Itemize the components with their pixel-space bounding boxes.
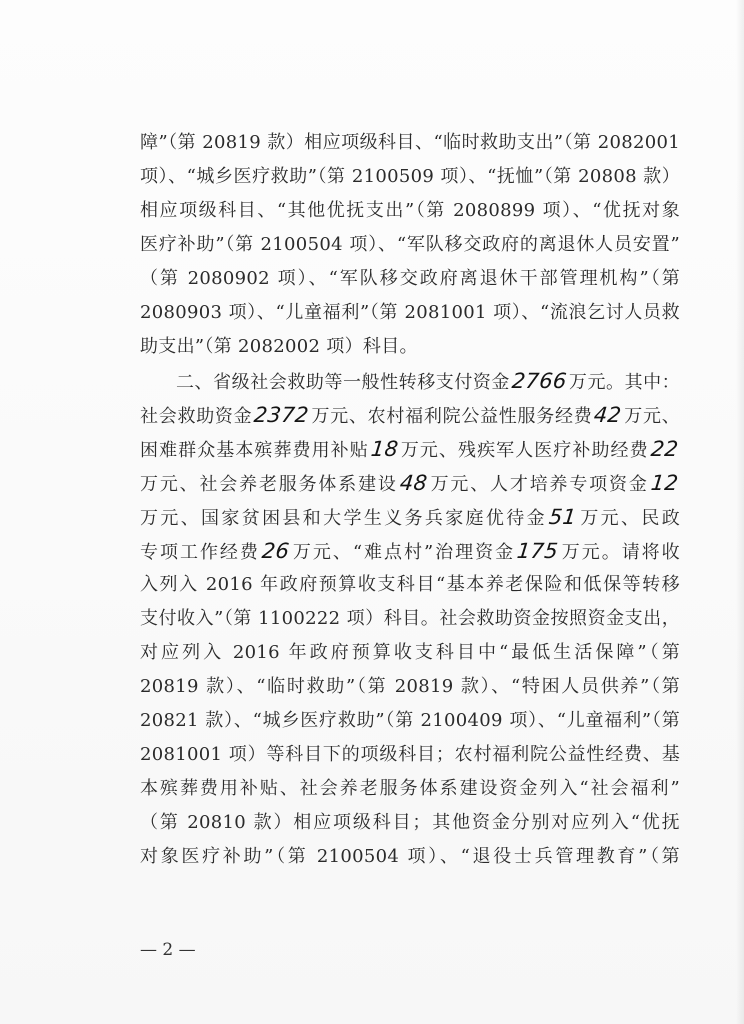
text-line: 入列入 2016 年政府预算收支科目“基本养老保险和低保等转移	[140, 574, 680, 595]
text-line: 支付收入”（第 1100222 项）科目。社会救助资金按照资金支出，	[140, 608, 680, 629]
text-line: 2080903 项）、“儿童福利”（第 2081001 项）、“流浪乞讨人员救	[140, 302, 680, 323]
text-line: 20821 款）、“城乡医疗救助”（第 2100409 项）、“儿童福利”（第	[140, 710, 680, 731]
text-line	[140, 364, 680, 398]
text-line: 相应项级科目、“其他优抚支出”（第 2080899 项）、“优抚对象	[140, 200, 680, 221]
text-line	[140, 432, 680, 466]
handwritten-amount-talent: 12	[649, 471, 680, 495]
handwritten-amount-funeral: 18	[369, 437, 400, 461]
text-line: 项）、“城乡医疗救助”（第 2100509 项）、“抚恤”（第 20808 款）	[140, 166, 680, 187]
text-segment: 万元、国家贫困县和大学生义务兵家庭优待金	[140, 508, 547, 529]
scan-shadow	[736, 0, 744, 1024]
text-line	[140, 534, 680, 568]
text-segment: 万元、人才培养专项资金	[429, 474, 649, 495]
text-line	[140, 466, 680, 500]
handwritten-amount-special-work: 26	[260, 539, 291, 563]
text-line: （第 2080902 项）、“军队移交政府离退休干部管理机构”（第	[140, 268, 680, 289]
handwritten-amount-elderly-service: 48	[398, 471, 429, 495]
handwritten-amount-soldier-family: 51	[547, 505, 578, 529]
text-segment: 社会救助资金	[140, 406, 253, 427]
text-line: 障”（第 20819 款）相应项级科目、“临时救助支出”（第 2082001	[140, 132, 680, 153]
handwritten-amount-welfare-home: 42	[593, 403, 624, 427]
handwritten-amount-social-relief: 2372	[253, 403, 311, 427]
handwritten-amount-total: 2766	[510, 369, 568, 393]
text-segment: 万元、	[623, 406, 680, 427]
text-line: （第 20810 款）相应项级科目；其他资金分别对应列入“优抚	[140, 812, 680, 833]
text-line	[140, 500, 680, 534]
text-segment: 万元、社会养老服务体系建设	[140, 474, 398, 495]
text-segment: 二、省级社会救助等一般性转移支付资金	[176, 372, 510, 393]
text-line: 20819 款）、“临时救助”（第 20819 款）、“特困人员供养”（第	[140, 676, 680, 697]
text-segment: 困难群众基本殡葬费用补贴	[140, 440, 369, 461]
text-segment: 万元、残疾军人医疗补助经费	[400, 440, 649, 461]
text-line: 对应列入 2016 年政府预算收支科目中“最低生活保障”（第	[140, 642, 680, 663]
text-segment: 专项工作经费	[140, 542, 260, 563]
text-line	[140, 398, 680, 432]
text-segment: 万元、“难点村”治理资金	[291, 542, 516, 563]
text-line: 2081001 项）等科目下的项级科目；农村福利院公益性经费、基	[140, 744, 680, 765]
handwritten-amount-difficult-village: 175	[515, 539, 560, 563]
document-body	[140, 126, 680, 874]
text-segment: 万元、民政	[578, 508, 680, 529]
text-line: 医疗补助”（第 2100504 项）、“军队移交政府的离退休人员安置”	[140, 234, 680, 255]
text-line: 助支出”（第 2082002 项）科目。	[140, 336, 418, 357]
text-line: 对象医疗补助”（第 2100504 项）、“退役士兵管理教育”（第	[140, 846, 680, 867]
page-number: — 2 —	[140, 940, 196, 960]
text-segment: 万元。其中：	[568, 372, 680, 393]
text-line: 本殡葬费用补贴、社会养老服务体系建设资金列入“社会福利”	[140, 778, 680, 799]
text-segment: 万元。请将收	[560, 542, 680, 563]
text-segment: 万元、农村福利院公益性服务经费	[311, 406, 593, 427]
handwritten-amount-veteran-medical: 22	[649, 437, 680, 461]
